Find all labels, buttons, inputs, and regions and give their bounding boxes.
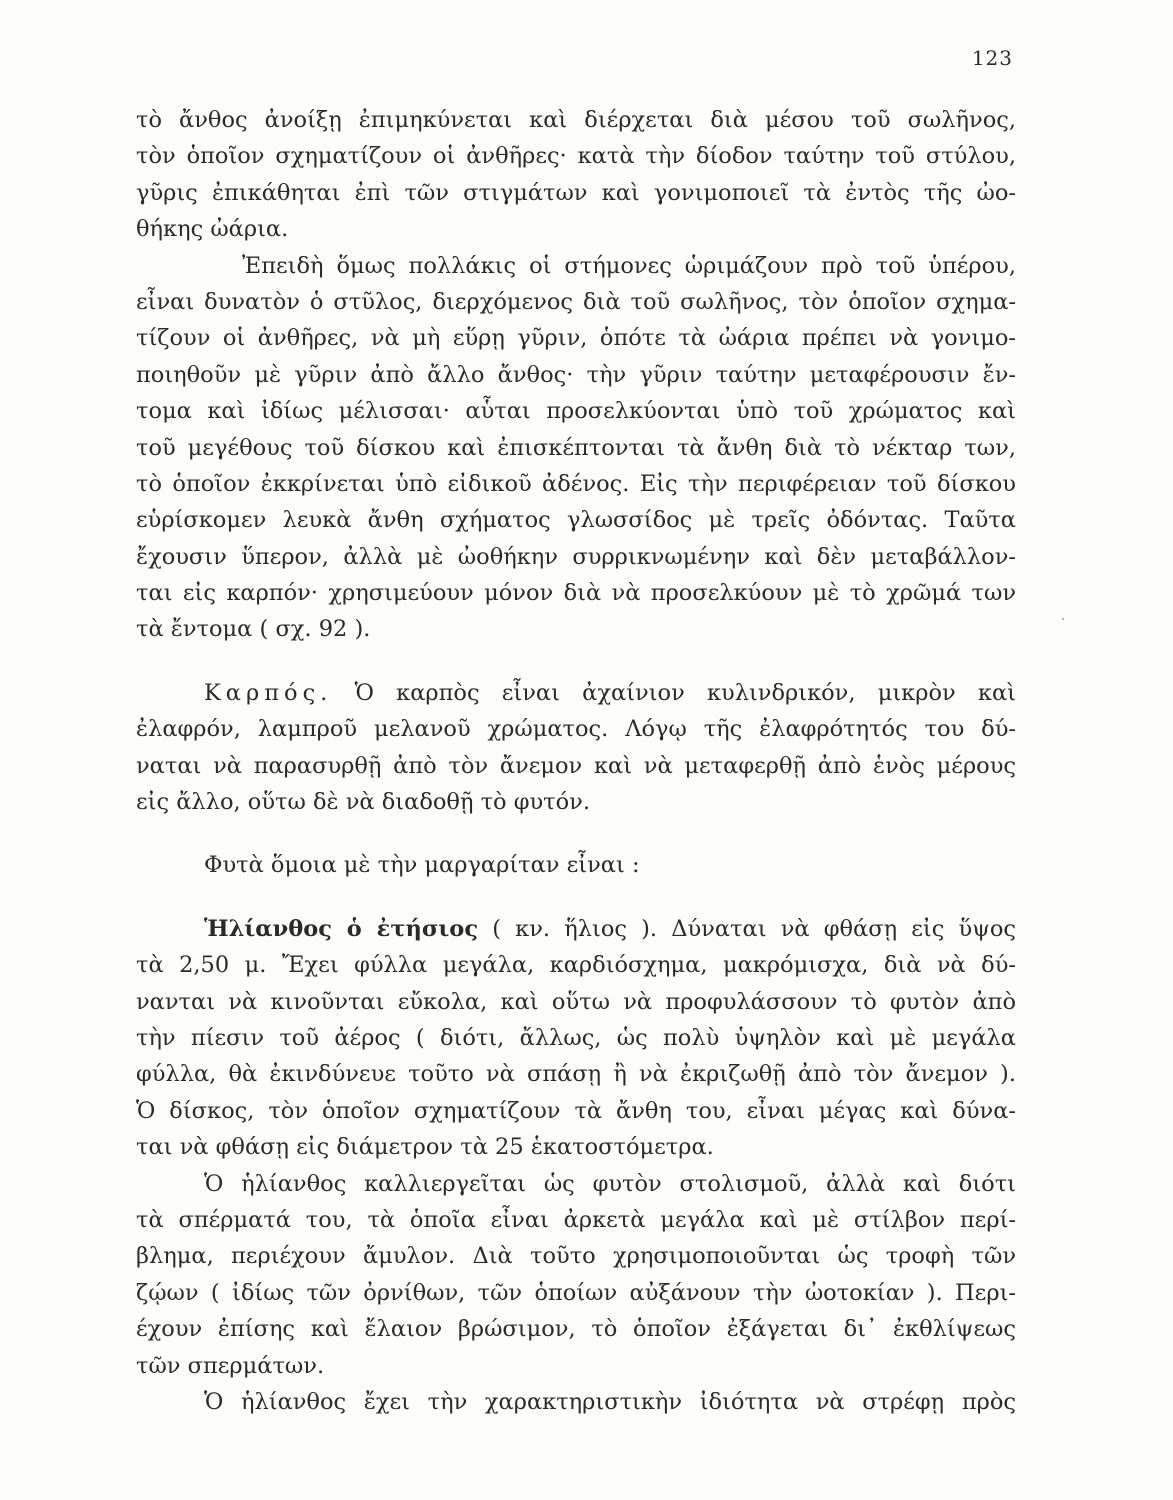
text-line: φύλλα, θὰ ἐκινδύνευε τοῦτο νὰ σπάσῃ ἢ νὰ ἐκριζωθῇ ἀπὸ τὸν ἄνεμον ). [136, 1061, 1016, 1088]
similar-plants-intro: Φυτὰ ὅμοια μὲ τὴν μαργαρίταν εἶναι : [204, 852, 640, 879]
spacer [136, 884, 1016, 911]
spacer [136, 820, 1016, 847]
paragraph-cultivation [136, 1166, 1016, 1384]
text-line: τῶν σπερμάτων. [136, 1352, 325, 1379]
text-line: τοῦ μεγέθους τοῦ δίσκου καὶ ἐπισκέπτονται τὰ ἄνθη διὰ τὸ νέκταρ των, [136, 434, 1016, 461]
text-line: Ὁ ἡλίανθος καλλιεργεῖται ὡς φυτὸν στολισμοῦ, ἀλλὰ καὶ διότι [204, 1170, 1016, 1197]
text-line: τὰ ἔντομα ( σχ. 92 ). [136, 616, 371, 643]
text-line: εἰς ἄλλο, οὕτω δὲ νὰ διαδοθῇ τὸ φυτόν. [136, 789, 590, 816]
page-number: 123 [971, 46, 1013, 70]
section-fruit [136, 675, 1016, 821]
text-line: ναται νὰ παρασυρθῇ ἀπὸ τὸν ἄνεμον καὶ νὰ μεταφερθῇ ἀπὸ ἑνὸς μέρους [136, 752, 1016, 779]
text-line [136, 911, 1016, 947]
text-line: Ὁ δίσκος, τὸν ὁποῖον σχηματίζουν τὰ ἄνθη του, εἶναι μέγας καὶ δύνα- [136, 1097, 1016, 1124]
text-line: ζῴων ( ἰδίως τῶν ὀρνίθων, τῶν ὁποίων αὐξάνουν τὴν ὠοτοκίαν ). Περι- [136, 1279, 1016, 1306]
text-line: εὑρίσκομεν λευκὰ ἄνθη σχήματος γλωσσίδος μὲ τρεῖς ὀδόντας. Ταῦτα [136, 507, 1016, 534]
species-title-sunflower: Ἡλίανθος ὁ ἐτήσιος [204, 915, 479, 942]
spacer [136, 648, 1016, 675]
text-line: τὴν πίεσιν τοῦ ἀέρος ( διότι, ἄλλως, ὡς πολὺ ὑψηλὸν καὶ μὲ μεγάλα [136, 1024, 1016, 1051]
text-line [136, 675, 1016, 711]
text-line: γῦρις ἐπικάθηται ἐπὶ τῶν στιγμάτων καὶ γονιμοποιεῖ τὰ ἐντὸς τῆς ὠο- [136, 179, 1016, 206]
paragraph-insect-pollination [136, 248, 1016, 648]
text-line: Ἐπειδὴ ὅμως πολλάκις οἱ στήμονες ὡριμάζουν πρὸ τοῦ ὑπέρου, [242, 252, 1016, 279]
text-line: βλημα, περιέχουν ἄμυλον. Διὰ τοῦτο χρησιμοποιοῦνται ὡς τροφὴ τῶν [136, 1243, 1016, 1270]
text-line: τίζουν οἱ ἀνθῆρες, νὰ μὴ εὕρῃ γῦριν, ὁπότε τὰ ὠάρια πρέπει νὰ γονιμο- [136, 325, 1016, 352]
text-line: τὸν ὁποῖον σχηματίζουν οἱ ἀνθῆρες· κατὰ τὴν δίοδον ταύτην τοῦ στύλου, [136, 143, 1016, 170]
paragraph-flower-pollination [136, 102, 1016, 248]
text-line: τὰ σπέρματά του, τὰ ὁποῖα εἶναι ἀρκετὰ μεγάλα καὶ μὲ στίλβον περί- [136, 1206, 1016, 1233]
text-line: τὸ ἄνθος ἀνοίξῃ ἐπιμηκύνεται καὶ διέρχεται διὰ μέσου τοῦ σωλῆνος, [136, 107, 1016, 133]
scan-speck [1062, 618, 1064, 620]
section-sunflower [136, 911, 1016, 1166]
text-line: έχουν ἐπίσης καὶ ἔλαιον βρώσιμον, τὸ ὁποῖον ἐξάγεται δι᾽ ἐκθλίψεως [136, 1316, 1016, 1343]
text-line: ἐλαφρόν, λαμπροῦ μελανοῦ χρώματος. Λόγῳ τῆς ἐλαφρότητός του δύ- [136, 716, 1016, 743]
text-fragment: ( κν. ἥλιος ). Δύναται νὰ φθάσῃ εἰς ὕψος [492, 915, 1017, 942]
text-line: τομα καὶ ἰδίως μέλισσαι· αὗται προσελκύονται ὑπὸ τοῦ χρώματος καὶ [136, 398, 1016, 425]
text-line: νανται νὰ κινοῦνται εὔκολα, καὶ οὕτω νὰ προφυλάσσουν τὸ φυτὸν ἀπὸ [136, 988, 1016, 1015]
page-body [136, 102, 1016, 1420]
text-line: ποιηθοῦν μὲ γῦριν ἀπὸ ἄλλο ἄνθος· τὴν γῦριν ταύτην μεταφέρουσιν ἔν- [136, 361, 1016, 388]
text-line: ται εἰς καρπόν· χρησιμεύουν μόνον διὰ νὰ προσελκύουν μὲ τὸ χρῶμά των [136, 580, 1016, 607]
text-line: θήκης ὠάρια. [136, 216, 289, 243]
text-fragment: Ὁ καρπὸς εἶναι ἀχαίνιον κυλινδρικόν, μικρὸν καὶ [354, 679, 1016, 706]
text-line: εἶναι δυνατὸν ὁ στῦλος, διερχόμενος διὰ τοῦ σωλῆνος, τὸν ὁποῖον σχημα- [136, 288, 1016, 315]
text-line: τὰ 2,50 μ. Ἔχει φύλλα μεγάλα, καρδιόσχημα, μακρόμισχα, διὰ νὰ δύ- [136, 952, 1016, 979]
text-line: ται νὰ φθάσῃ εἰς διάμετρον τὰ 25 ἑκατοστόμετρα. [136, 1134, 714, 1161]
text-line: τὸ ὁποῖον ἐκκρίνεται ὑπὸ εἰδικοῦ ἀδένος. Εἰς τὴν περιφέρειαν τοῦ δίσκου [136, 470, 1016, 497]
section-heading-fruit: Καρπός. [204, 679, 333, 706]
text-line: Ὁ ἡλίανθος ἔχει τὴν χαρακτηριστικὴν ἰδιότητα νὰ στρέφῃ πρὸς [204, 1388, 1016, 1415]
text-line: ἔχουσιν ὕπερον, ἀλλὰ μὲ ὠοθήκην συρρικνωμένην καὶ δὲν μεταβάλλον- [136, 543, 1016, 570]
